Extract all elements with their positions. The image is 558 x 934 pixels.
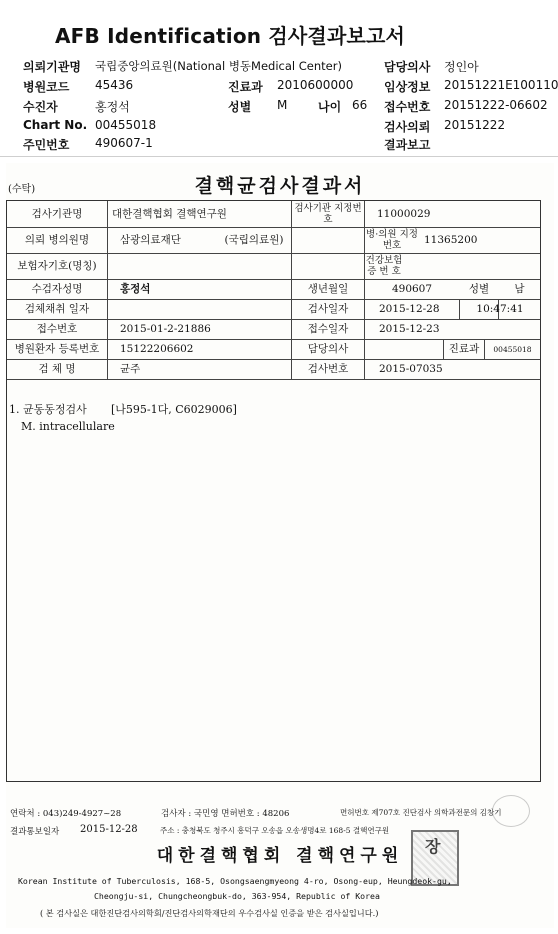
- header-label: 임상정보: [384, 80, 431, 94]
- header-value: 00455018: [95, 118, 157, 132]
- result-organism: M. intracellulare: [21, 420, 115, 433]
- table-label: 병·의원 지정번호: [366, 229, 418, 251]
- table-label: 검사기관 지정번호: [294, 203, 362, 225]
- table-value: 2015-01-2-21886: [120, 322, 211, 335]
- result-table: [6, 200, 541, 782]
- header-label: 검사의뢰: [384, 120, 431, 134]
- footer-certification: ( 본 검사실은 대한진단검사의학회/진단검사의학재단의 우수검사실 인증을 받은 검사실입니다.): [40, 908, 379, 918]
- stamp-mark: [492, 795, 530, 827]
- table-label: 성별: [468, 282, 490, 295]
- table-value: 홍정석: [120, 282, 151, 295]
- header-label: 주민번호: [23, 138, 70, 152]
- footer-address-en: Cheongju-si, Chungcheongbuk-do, 363-954, Republic of Korea: [94, 891, 380, 901]
- table-label: 건강보험 증 번 호: [365, 255, 403, 277]
- header-row: [0, 78, 558, 96]
- footer-examiner: 검사자 : 국민영 면허번호 : 48206: [161, 809, 290, 819]
- report-header: [0, 0, 558, 158]
- report-title: AFB Identification 검사결과보고서: [55, 24, 406, 48]
- header-label: 성별: [228, 100, 252, 114]
- institute-name: 대한결핵협회 결핵연구원: [156, 846, 404, 866]
- table-value: 11365200: [424, 233, 478, 246]
- table-value: 2015-12-28: [379, 302, 440, 315]
- footer-report-date-label: 결과통보일자: [10, 827, 60, 837]
- footer-report-date: 2015-12-28: [80, 824, 138, 835]
- scanned-report: [6, 163, 554, 928]
- table-label: 검체채취 일자: [24, 302, 90, 315]
- header-value: 20151222-06602: [444, 98, 548, 112]
- table-label: 진료과: [448, 342, 480, 355]
- header-value: 20151222: [444, 118, 506, 132]
- table-label: 생년월일: [307, 282, 349, 295]
- header-label: 담당의사: [384, 60, 431, 74]
- table-label: 보험자기호(명칭): [17, 259, 97, 272]
- header-label: Chart No.: [23, 118, 88, 132]
- footer-address-en: Korean Institute of Tuberculosis, 168-5, Osongsaengmyeong 4-ro, Osong-eup, Heungdeok-gu,: [18, 876, 452, 886]
- header-value: 490607-1: [95, 136, 153, 150]
- header-row: [0, 118, 558, 136]
- report-document-title: 결핵균검사결과서: [194, 175, 366, 197]
- header-row: [0, 58, 558, 76]
- header-value: 66: [352, 98, 368, 112]
- table-value: 15122206602: [120, 342, 194, 355]
- table-value: 10:47:41: [476, 302, 524, 315]
- header-label: 결과보고: [384, 138, 431, 152]
- header-label: 의뢰기관명: [23, 60, 81, 74]
- header-label: 나이: [318, 100, 342, 114]
- header-value: 45436: [95, 78, 134, 92]
- table-value: 2015-12-23: [379, 322, 440, 335]
- result-test-name: 1. 균동동정검사: [9, 403, 87, 416]
- header-label: 병원코드: [23, 80, 70, 94]
- table-label: 접수번호: [36, 322, 78, 335]
- table-value: 남: [514, 282, 525, 295]
- table-label: 검사번호: [307, 362, 349, 375]
- seal-text: 장: [425, 837, 441, 856]
- result-test-code: [나595-1다, C6029006]: [111, 403, 237, 416]
- table-label: 검사기관명: [31, 207, 83, 220]
- consignment-tag: (수탁): [8, 184, 36, 195]
- table-label: 담당의사: [307, 342, 349, 355]
- footer-address-kr: 주소 : 충청북도 청주시 흥덕구 오송읍 오송생명4로 168-5 결핵연구원: [160, 826, 390, 835]
- table-label: 검 체 명: [38, 362, 76, 375]
- table-value: (국립의료원): [224, 233, 284, 246]
- table-label: 접수일자: [307, 322, 349, 335]
- header-label: 수진자: [23, 100, 58, 114]
- footer-contact: 연락처 : 043)249-4927~28: [10, 809, 122, 819]
- table-label: 의뢰 병의원명: [24, 233, 90, 246]
- header-value: 정인아: [444, 60, 479, 74]
- table-value: 490607: [391, 282, 433, 295]
- header-value: 국립중앙의료원(National 병동Medical Center): [95, 59, 342, 73]
- table-value: 대한결핵협회 결핵연구원: [112, 207, 227, 220]
- table-rule: [7, 379, 540, 380]
- table-label: 수검자성명: [31, 282, 83, 295]
- table-value: 00455018: [493, 344, 532, 354]
- header-row: [0, 136, 558, 154]
- header-label: 진료과: [228, 80, 263, 94]
- header-value: 홍정석: [95, 100, 130, 114]
- table-value: 삼광의료재단: [120, 233, 181, 246]
- table-label: 병원환자 등록번호: [14, 342, 100, 355]
- table-value: 11000029: [377, 207, 431, 220]
- table-value: 2015-07035: [379, 362, 443, 375]
- footer-license: 면허번호 제707호 진단검사 의학과전문의 김창기: [340, 808, 502, 817]
- header-value: 2010600000: [277, 78, 354, 92]
- header-label: 접수번호: [384, 100, 431, 114]
- header-value: 20151221E100110: [444, 78, 558, 92]
- table-label: 검사일자: [307, 302, 349, 315]
- header-row: [0, 98, 558, 116]
- table-value: 균주: [120, 362, 141, 375]
- header-divider: [0, 156, 558, 157]
- header-value: M: [277, 98, 288, 112]
